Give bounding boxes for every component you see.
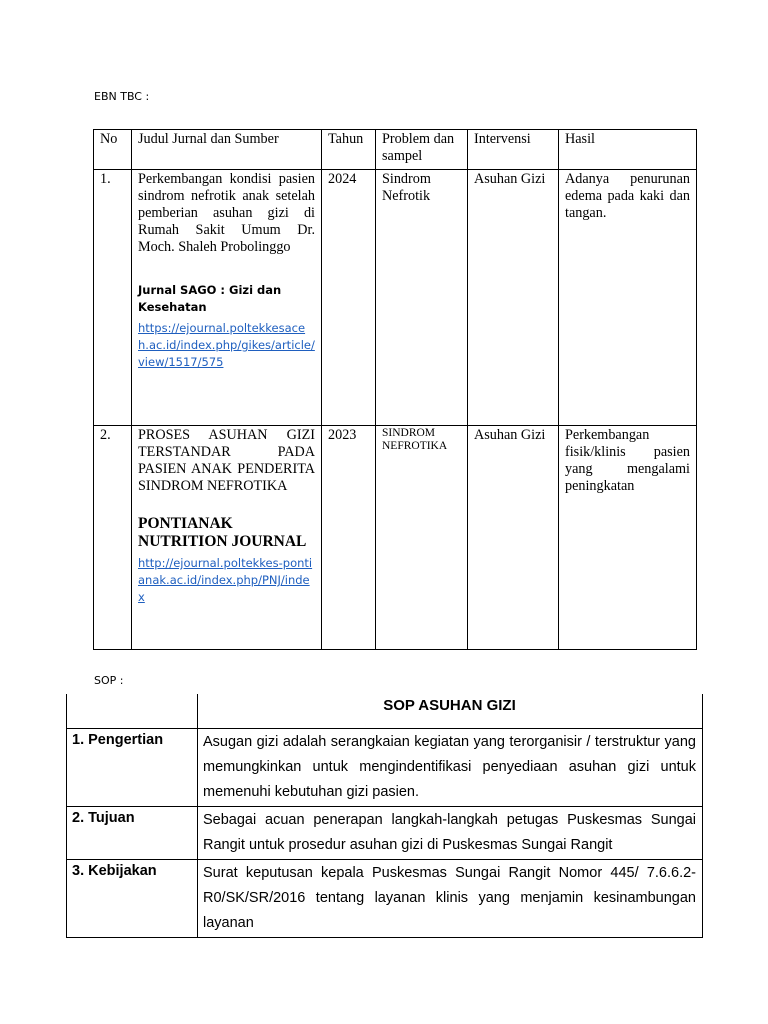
- result-cell: Perkembangan fisik/klinis pasien yang mengalami peningkatan: [559, 426, 697, 650]
- journal-title: PROSES ASUHAN GIZI TERSTANDAR PADA PASIEN ANAK PENDERITA SINDROM NEFROTIKA: [138, 427, 315, 494]
- row-number: 1.: [94, 170, 132, 426]
- intervention-cell: Asuhan Gizi: [468, 170, 559, 426]
- column-header-title: Judul Jurnal dan Sumber: [132, 130, 322, 170]
- journal-name: PONTIANAK NUTRITION JOURNAL: [138, 515, 307, 550]
- result-cell: Adanya penurunan edema pada kaki dan tangan.: [559, 170, 697, 426]
- sop-table: [66, 694, 703, 938]
- column-header-no: No: [94, 130, 132, 170]
- ebn-heading: EBN TBC :: [94, 90, 150, 103]
- sop-text-kebijakan: Surat keputusan kepala Puskesmas Sungai Rangit Nomor 445/ 7.6.6.2-R0/SK/SR/2016 tentang layanan klinis yang menjamin kesinambungan layanan: [198, 860, 703, 938]
- sop-title-spacer: [67, 694, 198, 729]
- sop-title-row: [67, 694, 703, 729]
- table-row: [67, 807, 703, 860]
- row-number: 2.: [94, 426, 132, 650]
- journal-title: Perkembangan kondisi pasien sindrom nefrotik anak setelah pemberian asuhan gizi di Rumah Sakit Umum Dr. Moch. Shaleh Probolinggo: [138, 171, 315, 255]
- journal-name: Jurnal SAGO : Gizi dan Kesehatan: [138, 283, 282, 314]
- journal-link[interactable]: http://ejournal.poltekkes-pontianak.ac.id/index.php/PNJ/index: [138, 556, 313, 604]
- journal-title-cell: [132, 426, 322, 650]
- sop-text-tujuan: Sebagai acuan penerapan langkah-langkah petugas Puskesmas Sungai Rangit untuk prosedur asuhan gizi di Puskesmas Sungai Rangit: [198, 807, 703, 860]
- table-row: [94, 426, 697, 650]
- sop-label-tujuan: 2. Tujuan: [67, 807, 198, 860]
- problem-cell: SINDROM NEFROTIKA: [376, 426, 468, 650]
- sop-heading: SOP :: [94, 674, 124, 687]
- journal-title-cell: [132, 170, 322, 426]
- ebn-table: [93, 129, 697, 650]
- column-header-year: Tahun: [322, 130, 376, 170]
- journal-link[interactable]: https://ejournal.poltekkesaceh.ac.id/index.php/gikes/article/view/1517/575: [138, 321, 315, 369]
- table-row: [94, 170, 697, 426]
- sop-label-pengertian: 1. Pengertian: [67, 729, 198, 807]
- year-cell: 2024: [322, 170, 376, 426]
- ebn-header-row: [94, 130, 697, 170]
- column-header-intervention: Intervensi: [468, 130, 559, 170]
- year-cell: 2023: [322, 426, 376, 650]
- intervention-cell: Asuhan Gizi: [468, 426, 559, 650]
- table-row: [67, 729, 703, 807]
- table-row: [67, 860, 703, 938]
- sop-label-kebijakan: 3. Kebijakan: [67, 860, 198, 938]
- sop-title: SOP ASUHAN GIZI: [198, 694, 703, 729]
- column-header-result: Hasil: [559, 130, 697, 170]
- sop-text-pengertian: Asugan gizi adalah serangkaian kegiatan yang terorganisir / terstruktur yang memungkinkan untuk mengindentifikasi penyediaan asuhan gizi untuk memenuhi kebutuhan gizi pasien.: [198, 729, 703, 807]
- problem-cell: Sindrom Nefrotik: [376, 170, 468, 426]
- column-header-problem: Problem dan sampel: [376, 130, 468, 170]
